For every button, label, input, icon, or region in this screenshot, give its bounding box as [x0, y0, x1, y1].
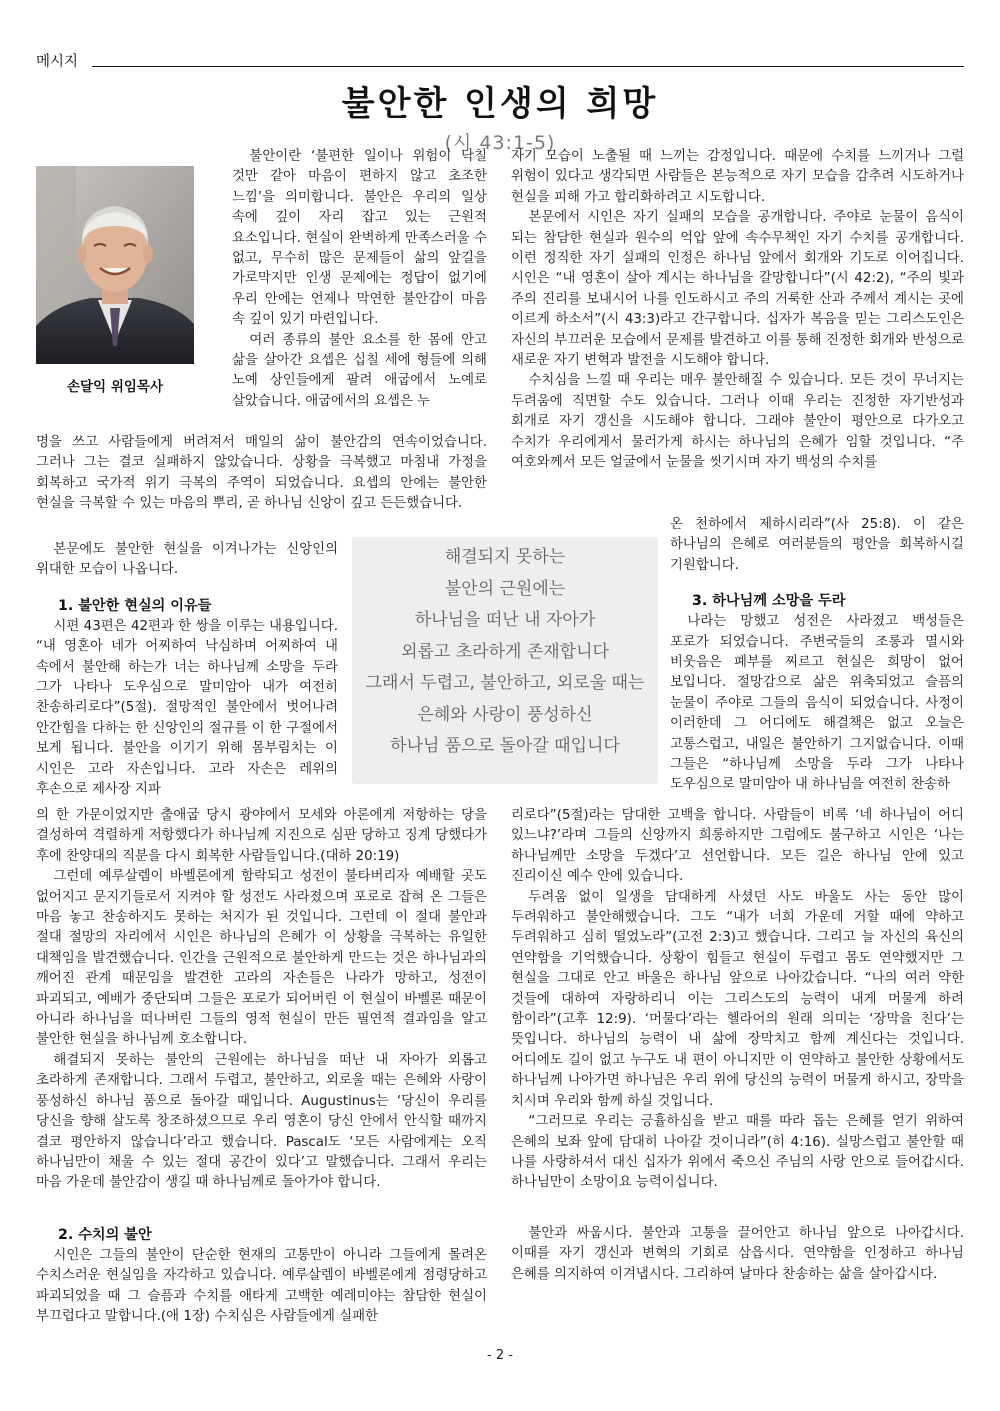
pull-quote-line: 불안의 근원에는	[444, 578, 566, 599]
pull-quote-line: 그래서 두렵고, 불안하고, 외로울 때는	[365, 673, 645, 693]
left-column-section-1	[36, 540, 338, 800]
section-heading-1: 1. 불안한 현실의 이유들	[58, 597, 212, 614]
author-name: 손달익 위임목사	[67, 379, 163, 395]
pull-quote-line: 해결되지 못하는	[444, 547, 566, 567]
left-column-intro	[232, 147, 487, 412]
paragraph: 불안과 싸웁시다. 불안과 고통을 끌어안고 하나님 앞으로 나아갑시다. 이때를 자기 갱신과 변혁의 기회로 삼읍시다. 연약함을 인정하고 하나님 은혜를 의지하여 이겨냅시다. 그리하여 날마다 찬송하는 삶을 살아갑시다.	[511, 1226, 964, 1282]
left-column-intro-cont	[36, 433, 487, 525]
paragraph: 본문에서 시인은 자기 실패의 모습을 공개합니다. 주야로 눈물이 음식이 되는 참담한 현실과 원수의 억압 앞에 속수무책인 자기 수치를 공개합니다. 이런 정직한 자기 실패의 인정은 하나님 앞에서 회개와 기도로 이어집니다. 시인은 “내 영혼이 살아 계시는 하나님을 갈망합니다”(시 42:2), “주의 빛과 주의 진리를 보내시어 나를 인도하시고 주의 거룩한 산과 주께서 계시는 곳에 이르게 하소서”(시 43:3)라고 간구합니다. 십자가 복음을 믿는 그리스도인은 자신의 부끄러운 모습에서 문제를 발견하고 이를 통해 진정한 회개와 반성으로 새로운 자기 변혁과 발전을 시도해야 합니다.	[511, 210, 964, 369]
paragraph: 해결되지 못하는 불안의 근원에는 하나님을 떠난 내 자아가 외롭고 초라하게 존재합니다. 그래서 두렵고, 불안하고, 외로울 때는 은혜와 사랑이 풍성하신 하나님 품으로 돌아갈 때입니다. Augustinus는 ‘당신이 우리를 당신을 향해 살도록 창조하셨으므로 우리 영혼이 당신 안에서 안식할 때까지 결코 평안하지 않습니다’라고 했습니다. Pascal도 ‘모든 사람에게는 오직 하나님만이 채울 수 있는 절대 공간이 있다’고 말했습니다. 그래서 우리는 마음 가운데 불안감이 생길 때 하나님께로 돌아가야 합니다.	[36, 1052, 487, 1191]
right-column-section-3-cont	[511, 806, 964, 1194]
pull-quote-line: 하나님을 떠난 내 자아가	[414, 610, 596, 630]
paragraph: 수치심을 느낄 때 우리는 매우 불안해질 수 있습니다. 모든 것이 무너지는 두려움에 직면할 수도 있습니다. 그러나 이때 우리는 진정한 자기반성과 회개로 자기 갱신을 시도해야 합니다. 그래야 불안이 평안으로 다가오고 수치가 우리에게서 물러가게 하시는 하나님의 은혜가 임할 것입니다. “주 여호와께서 모든 얼굴에서 눈물을 씻기시며 자기 백성의 수치를	[511, 373, 964, 471]
paragraph: 자기 모습이 노출될 때 느끼는 감정입니다. 때문에 수치를 느끼거나 그럴 위험이 있다고 생각되면 사람들은 본능적으로 자기 모습을 감추려 시도하거나 현실을 피해 가고 합리화하려고 시도합니다.	[511, 149, 964, 205]
paragraph: 리로다”(5절)라는 담대한 고백을 합니다. 사람들이 비록 ‘네 하나님이 어디 있느냐?’라며 그들의 신앙까지 희롱하지만 그럼에도 불구하고 시인은 ‘나는 하나님께만 소망을 두겠다’고 선언합니다. 모든 길은 하나님 안에 있고 진리이신 예수 안에 있습니다.	[511, 808, 964, 885]
section-heading-3: 3. 하나님께 소망을 두라	[692, 593, 846, 610]
paragraph: 여러 종류의 불안 요소를 한 몸에 안고 삶을 살아간 요셉은 십칠 세에 형들에 의해 노예 상인들에게 팔려 애굽에서 노예로 살았습니다. 애굽에서의 요셉은 누	[232, 332, 487, 409]
paragraph: “그러므로 우리는 긍휼하심을 받고 때를 따라 돕는 은혜를 얻기 위하여 은혜의 보좌 앞에 담대히 나아갈 것이니라”(히 4:16). 실망스럽고 불안할 때 나를 사랑하셔서 대신 십자가 위에서 죽으신 주님의 사랑 안으로 들어갑시다. 하나님만이 소망이요 능력이십니다.	[511, 1114, 964, 1191]
section-heading-2: 2. 수치의 불안	[58, 1227, 152, 1243]
paragraph: 나라는 망했고 성전은 사라졌고 백성들은 포로가 되었습니다. 주변국들의 조롱과 멸시와 비웃음은 폐부를 찌르고 현실은 희망이 없어 보입니다. 절망감으로 삶은 위축되었고 슬픔의 눈물이 주야로 그들의 음식이 되었습니다. 사정이 이러한데 그 어디에도 해결책은 없고 오늘은 고통스럽고, 내일은 불안하기 그지없습니다. 이때 그들은 “하나님께 소망을 두라 그가 나타나 도우심으로 말미암아 내 하나님을 여전히 찬송하	[670, 614, 964, 793]
paragraph: 본문에도 불안한 현실을 이겨나가는 신앙인의 위대한 모습이 나옵니다.	[36, 542, 338, 578]
paragraph: 두려움 없이 일생을 담대하게 사셨던 사도 바울도 사는 동안 많이 두려워하고 불안해했습니다. 그도 “내가 너희 가운데 거할 때에 약하고 두려워하고 심히 떨었노라”(고전 2:3)고 했습니다. 그리고 늘 자신의 육신의 연약함을 기억했습니다. 상황이 힘들고 현실이 두렵고 몸도 연약했지만 그 현실을 그대로 안고 바울은 하나님 앞으로 나아갔습니다. “나의 여러 약한 것들에 대하여 자랑하리니 이는 그리스도의 능력이 내게 머물게 하려 함이라”(고후 12:9). ‘머물다’라는 헬라어의 원래 의미는 ‘장막을 친다’는 뜻입니다. 하나님의 능력이 내 삶에 장막치고 함께 계신다는 것입니다. 어디에도 길이 없고 누구도 내 편이 아니지만 이 연약하고 불안한 상황에서도 하나님께 나아가면 하나님은 우리 위에 당신의 능력이 머물게 하시고, 장막을 치시며 우리와 함께 하실 것입니다.	[511, 889, 964, 1109]
right-column-section-3	[670, 515, 964, 796]
left-column-section-1-cont	[36, 806, 487, 1194]
scripture-reference: (시 43:1-5)	[444, 132, 556, 154]
portrait-photo-icon	[36, 166, 194, 364]
page-number: - 2 -	[487, 1348, 513, 1363]
pull-quote-line: 은혜와 사랑이 풍성하신	[417, 704, 593, 725]
left-column-section-2	[36, 1224, 487, 1328]
header-rule	[92, 66, 964, 67]
pull-quote	[352, 537, 658, 784]
paragraph: 시인은 그들의 불안이 단순한 현재의 고통만이 아니라 그들에게 몰려온 수치스러운 현실임을 자각하고 있습니다. 예루살렘이 바벨론에게 점령당하고 파괴되었을 때 그 슬픔과 수치를 애타게 고백한 예레미야는 참담한 현실이 부끄럽다고 말합니다.(애 1장) 수치심은 사람들에게 실패한	[36, 1248, 487, 1325]
right-column-closing	[511, 1224, 964, 1285]
paragraph: 그런데 예루살렘이 바벨론에게 함락되고 성전이 불타버리자 예배할 곳도 없어지고 문지기들로서 지켜야 할 성전도 사라졌으며 포로로 잡혀 온 그들은 마음 놓고 찬송하지도 못하는 처지가 된 것입니다. 그런데 이 절대 불안과 절대 절망의 자리에서 시인은 하나님의 은혜가 이 상황을 극복하는 유일한 대책임을 발견했습니다. 인간을 근원적으로 불안하게 만드는 것은 하나님과의 깨어진 관계 때문임을 발견한 고라의 자손들은 나라가 망하고, 성전이 파괴되고, 예배가 중단되며 그들은 포로가 되어버린 이 현실이 바벨론 때문이 아니라 하나님을 떠나버린 그들의 영적 현실이 만든 필연적 결과임을 알고 불안한 현실을 하나님께 호소합니다.	[36, 869, 487, 1048]
paragraph: 불안이란 ‘불편한 일이나 위험이 닥칠 것만 같아 마음이 편하지 않고 초조한 느낌’을 의미합니다. 불안은 우리의 일상 속에 깊이 자리 잡고 있는 근원적 요소입니다. 현실이 완벽하게 만족스러울 수 없고, 무수히 많은 문제들이 삶의 앞길을 가로막지만 인생 문제에는 정답이 없기에 우리 안에는 언제나 막연한 불안감이 마음 속 깊이 있기 마련입니다.	[232, 149, 487, 328]
right-column-section-2	[511, 147, 964, 474]
author-photo	[36, 166, 194, 364]
pull-quote-line: 외롭고 초라하게 존재합니다	[401, 641, 609, 662]
paragraph: 온 천하에서 제하시리라”(사 25:8). 이 같은 하나님의 은혜로 여러분들의 평안을 회복하시길 기원합니다.	[670, 517, 964, 573]
section-header: 메시지	[36, 54, 79, 70]
paragraph: 의 한 가문이었지만 출애굽 당시 광야에서 모세와 아론에게 저항하는 당을 결성하여 격렬하게 저항했다가 하나님께 지진으로 심판 당하고 징계 당했다가 후에 찬양대의 직분을 다시 회복한 사람들입니다.(대하 20:19)	[36, 808, 487, 864]
pull-quote-line: 하나님 품으로 돌아갈 때입니다	[390, 736, 620, 756]
paragraph: 시편 43편은 42편과 한 쌍을 이루는 내용입니다. “내 영혼아 네가 어찌하여 낙심하며 어찌하여 내 속에서 불안해 하는가 너는 하나님께 소망을 두라 그가 나타나 도우심으로 말미암아 내가 여전히 찬송하리로다”(5절). 절망적인 불안에서 벗어나려 안간힘을 다하는 한 신앙인의 절규를 이 한 구절에서 보게 됩니다. 불안을 이기기 위해 몸부림치는 이 시인은 고라 자손입니다. 고라 자손은 레위의 후손으로 제사장 지파	[36, 618, 338, 798]
paragraph: 명을 쓰고 사람들에게 버려져서 매일의 삶이 불안감의 연속이었습니다. 그러나 그는 결코 실패하지 않았습니다. 상황을 극복했고 마침내 가정을 회복하고 국가적 위기 극복의 주역이 되었습니다. 요셉의 안에는 불안한 현실을 극복할 수 있는 마음의 뿌리, 곧 하나님 신앙이 깊고 든든했습니다.	[36, 435, 487, 512]
page-title: 불안한 인생의 희망	[341, 84, 659, 124]
